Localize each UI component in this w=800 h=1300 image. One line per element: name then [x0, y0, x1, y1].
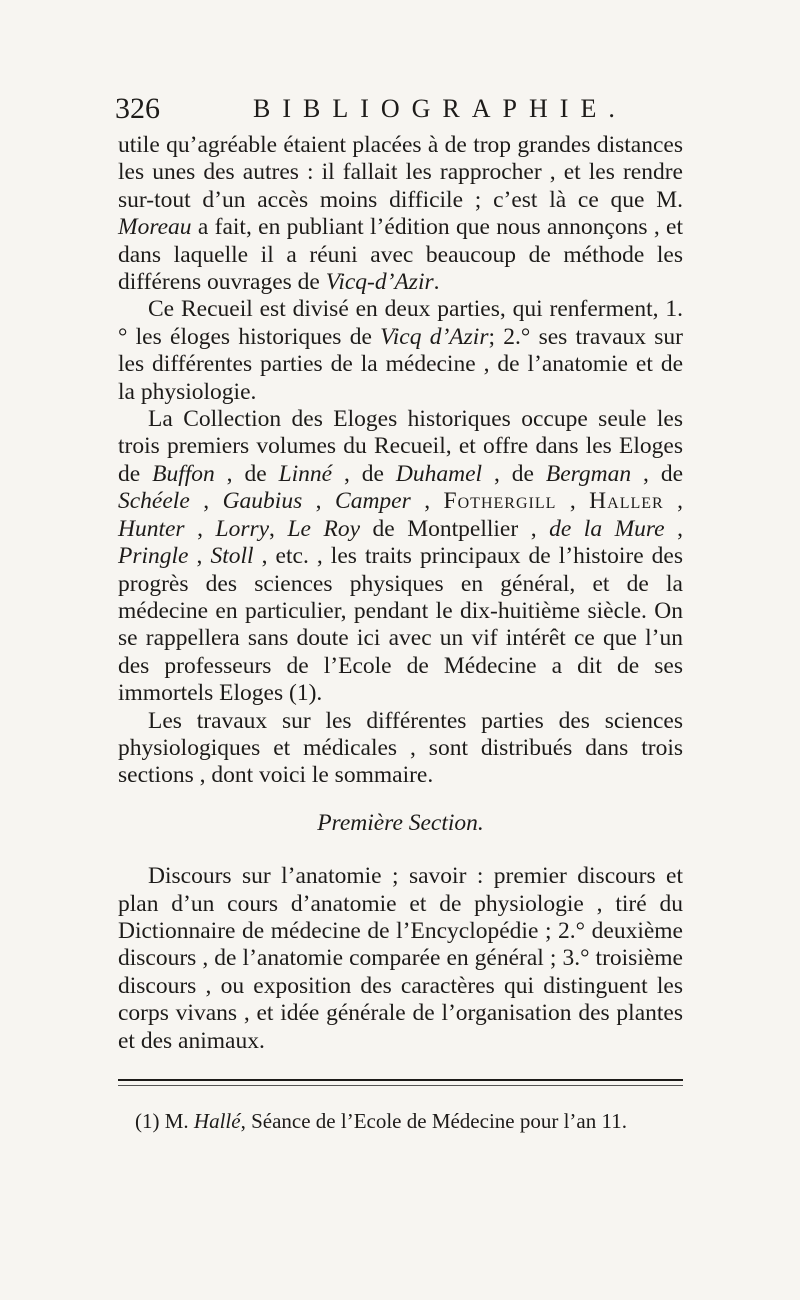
- section-heading: Première Section.: [317, 809, 484, 836]
- italic-text: de la Mure: [549, 515, 665, 542]
- text-run: de Montpellier ,: [360, 515, 550, 542]
- italic-text: Vicq d’Azir: [380, 323, 489, 350]
- text-run: , de: [482, 460, 546, 487]
- italic-text: Camper: [335, 488, 411, 515]
- paragraph-p2: [118, 296, 683, 406]
- italic-text: Bergman: [545, 460, 632, 487]
- text-run: , de: [631, 460, 684, 487]
- italic-text: Vicq-d’Azir: [325, 269, 434, 296]
- italic-text: Stoll: [210, 543, 254, 570]
- text-run: ,: [188, 543, 211, 570]
- italic-text: Lorry: [215, 515, 270, 542]
- page-header: [115, 92, 685, 132]
- body-text: [118, 132, 683, 1055]
- text-run: Discours sur l’anatomie ; savoir : premier discours et plan d’un cours d’anatomie et de physiologie , tiré du Dictionnaire de médecine de l’Encyclopédie ; 2.° deuxième discours , de l’anatomie comparée en général ; 3.° troisième discours , ou exposition des caractères qui distinguent les corps vivans , et idée générale de l’organisation des plantes et des animaux.: [118, 863, 683, 1054]
- italic-text: Schéele: [118, 488, 190, 515]
- italic-text: Pringle: [118, 543, 189, 570]
- italic-text: Linné: [278, 460, 333, 487]
- footnote-rule: [118, 1079, 683, 1081]
- italic-text: Gaubius: [222, 488, 303, 515]
- small-caps-text: Haller: [589, 488, 664, 515]
- paragraph-p5: [118, 863, 683, 1055]
- italic-text: Duhamel: [395, 460, 483, 487]
- paragraph-p3: [118, 406, 683, 707]
- text-run: ,: [556, 488, 590, 515]
- text-run: ,: [663, 488, 684, 515]
- text-run: , de: [332, 460, 396, 487]
- italic-text: Moreau: [118, 214, 192, 241]
- small-caps-text: Fothergill: [443, 488, 557, 515]
- text-run: ,: [664, 515, 684, 542]
- footnote: [135, 1109, 695, 1134]
- text-run: ,: [410, 488, 444, 515]
- text-run: , de: [214, 460, 279, 487]
- text-run: utile qu’agréable étaient placées à de trop grandes distances les unes des autres : il fallait les rapprocher , et les rendre sur-tout d’un accès moins difficile ; c’est là ce que M.: [118, 132, 683, 213]
- text-run: ,: [189, 488, 223, 515]
- paragraph-p4: [118, 708, 683, 790]
- italic-text: Hallé: [193, 1109, 241, 1133]
- text-run: , etc. , les traits principaux de l’histoire des progrès des sciences physiques en général, et de la médecine en particulier, pendant le dix-huitième siècle. On se rappellera sans doute ici avec un vif intérêt ce que l’un des professeurs de l’Ecole de Médecine a dit de ses immortels Eloges (1).: [118, 543, 684, 707]
- text-run: (1) M.: [135, 1109, 194, 1133]
- text-run: , Séance de l’Ecole de Médecine pour l’an 11.: [240, 1109, 627, 1133]
- text-run: ,: [269, 515, 288, 542]
- paragraph-group-before: [118, 132, 683, 790]
- text-run: Ce Recueil est divisé en deux parties, qui renferment, 1.° les éloges historiques de: [118, 296, 683, 350]
- italic-text: Le Roy: [287, 515, 361, 542]
- page-number: 326: [115, 92, 160, 125]
- text-run: a fait, en publiant l’édition que nous annonçons , et dans laquelle il a réuni avec beaucoup de méthode les différens ouvrages de: [118, 214, 683, 296]
- footnote-rule-thin: [118, 1085, 683, 1086]
- italic-text: Buffon: [152, 460, 215, 487]
- text-run: .: [433, 269, 440, 296]
- text-run: ,: [302, 488, 336, 515]
- text-run: ,: [184, 515, 216, 542]
- text-run: ; 2.° ses travaux sur les différentes parties de la médecine , de l’anatomie et de la physiologie.: [118, 323, 683, 405]
- running-title: BIBLIOGRAPHIE.: [253, 94, 627, 123]
- text-run: La Collection des Eloges historiques occupe seule les trois premiers volumes du Recueil, et offre dans les Eloges de: [118, 406, 683, 487]
- text-run: Les travaux sur les différentes parties des sciences physiologiques et médicales , sont distribués dans trois sections , dont voici le sommaire.: [118, 707, 683, 789]
- italic-text: Hunter: [118, 515, 185, 542]
- paragraph-p1: [118, 132, 683, 296]
- paragraph-group-after: [118, 863, 683, 1055]
